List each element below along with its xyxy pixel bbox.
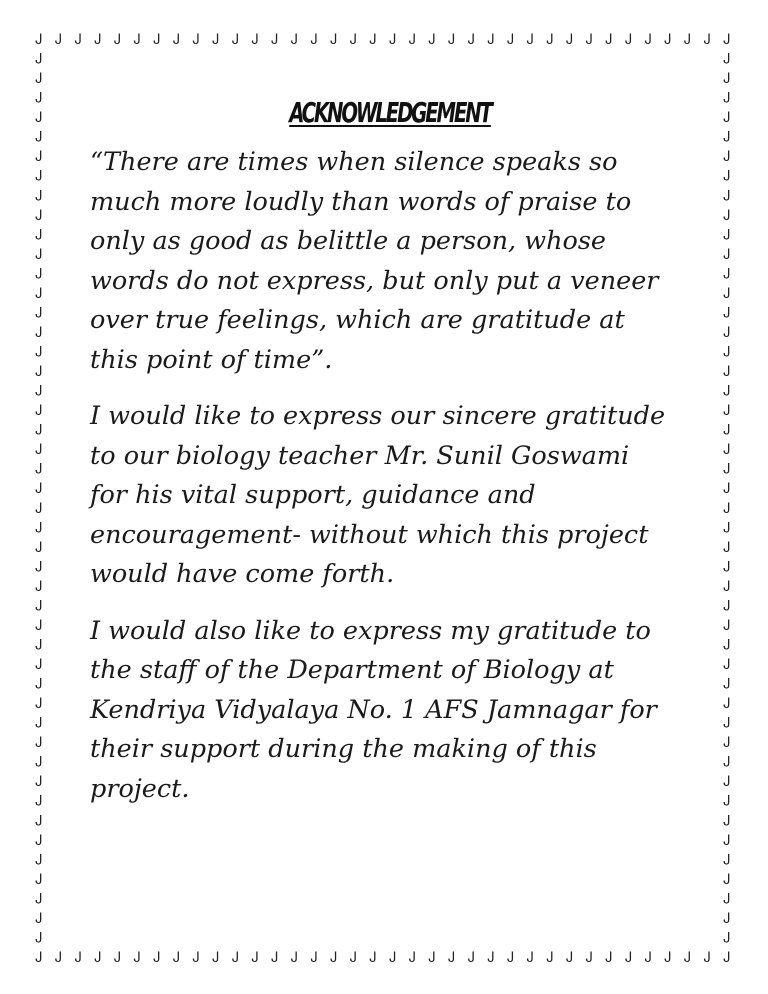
- ornament-figure-icon: Ꭻ: [271, 32, 279, 48]
- ornament-figure-icon: Ꭻ: [723, 774, 731, 791]
- ornament-figure-icon: Ꭻ: [35, 110, 43, 127]
- ornament-figure-icon: Ꭻ: [684, 32, 691, 48]
- ornament-figure-icon: Ꭻ: [330, 32, 337, 48]
- paragraph-line: over true feelings, which are gratitude at: [90, 305, 625, 335]
- ornament-figure-icon: Ꭻ: [35, 266, 43, 283]
- ornament-figure-icon: Ꭻ: [723, 305, 731, 322]
- ornament-figure-icon: Ꭻ: [723, 539, 731, 556]
- ornament-figure-icon: Ꭻ: [723, 871, 731, 888]
- ornament-figure-icon: Ꭻ: [35, 559, 43, 576]
- ornament-figure-icon: Ꭻ: [664, 32, 672, 48]
- ornament-figure-icon: Ꭻ: [193, 32, 200, 48]
- ornament-figure-icon: Ꭻ: [35, 813, 43, 830]
- ornament-figure-icon: Ꭻ: [271, 950, 279, 966]
- ornament-figure-icon: Ꭻ: [134, 950, 141, 966]
- ornament-figure-icon: Ꭻ: [723, 950, 731, 966]
- ornament-figure-icon: Ꭻ: [684, 950, 691, 966]
- ornament-figure-icon: Ꭻ: [625, 32, 632, 48]
- ornament-figure-icon: Ꭻ: [75, 32, 82, 48]
- ornament-figure-icon: Ꭻ: [173, 32, 180, 48]
- ornament-figure-icon: Ꭻ: [35, 754, 43, 771]
- ornament-figure-icon: Ꭻ: [35, 51, 43, 68]
- ornament-figure-icon: Ꭻ: [370, 32, 377, 48]
- ornament-figure-icon: Ꭻ: [723, 149, 731, 166]
- ornament-figure-icon: Ꭻ: [723, 285, 731, 302]
- ornament-figure-icon: Ꭻ: [94, 32, 102, 48]
- ornament-figure-icon: Ꭻ: [35, 364, 43, 381]
- ornament-figure-icon: Ꭻ: [605, 32, 613, 48]
- ornament-figure-icon: Ꭻ: [409, 32, 416, 48]
- ornament-figure-icon: Ꭻ: [723, 188, 731, 205]
- ornament-figure-icon: Ꭻ: [35, 344, 43, 361]
- ornament-figure-icon: Ꭻ: [114, 950, 121, 966]
- ornament-figure-icon: Ꭻ: [311, 32, 318, 48]
- ornament-figure-icon: Ꭻ: [35, 774, 43, 791]
- ornament-figure-icon: Ꭻ: [723, 207, 731, 224]
- ornament-figure-icon: Ꭻ: [723, 71, 731, 88]
- ornament-figure-icon: Ꭻ: [723, 442, 731, 459]
- ornament-figure-icon: Ꭻ: [252, 950, 259, 966]
- ornament-figure-icon: Ꭻ: [389, 32, 396, 48]
- ornament-figure-icon: Ꭻ: [546, 950, 554, 966]
- ornament-figure-icon: Ꭻ: [723, 364, 731, 381]
- paragraph-line: project.: [90, 773, 190, 804]
- paragraph-line: words do not express, but only put a veneer: [90, 265, 659, 296]
- ornament-figure-icon: Ꭻ: [173, 950, 180, 966]
- ornament-figure-icon: Ꭻ: [35, 305, 43, 322]
- ornament-figure-icon: Ꭻ: [330, 950, 337, 966]
- ornament-figure-icon: Ꭻ: [605, 950, 613, 966]
- ornament-figure-icon: Ꭻ: [723, 637, 731, 654]
- ornament-figure-icon: Ꭻ: [468, 32, 475, 48]
- ornament-figure-icon: Ꭻ: [723, 559, 731, 576]
- ornament-figure-icon: Ꭻ: [350, 950, 357, 966]
- ornament-figure-icon: Ꭻ: [723, 422, 731, 439]
- ornament-figure-icon: Ꭻ: [527, 32, 534, 48]
- ornament-figure-icon: Ꭻ: [35, 246, 43, 263]
- ornament-figure-icon: Ꭻ: [723, 129, 731, 146]
- ornament-figure-icon: Ꭻ: [35, 852, 43, 869]
- ornament-figure-icon: Ꭻ: [35, 617, 43, 634]
- ornament-figure-icon: Ꭻ: [566, 950, 573, 966]
- ornament-figure-icon: Ꭻ: [35, 422, 43, 439]
- ornament-figure-icon: Ꭻ: [35, 90, 43, 107]
- ornament-figure-icon: Ꭻ: [723, 481, 731, 498]
- ornament-figure-icon: Ꭻ: [35, 578, 43, 595]
- ornament-figure-icon: Ꭻ: [232, 32, 239, 48]
- ornament-figure-icon: Ꭻ: [723, 266, 731, 283]
- ornament-figure-icon: Ꭻ: [35, 227, 43, 244]
- ornament-figure-icon: Ꭻ: [35, 891, 43, 908]
- ornament-figure-icon: Ꭻ: [114, 32, 121, 48]
- ornament-figure-icon: Ꭻ: [723, 227, 731, 244]
- paragraph-line: for his vital support, guidance and: [90, 480, 536, 510]
- page-title: ACKNOWLEDGEMENT: [289, 96, 491, 129]
- ornament-figure-icon: Ꭻ: [704, 32, 711, 48]
- ornament-figure-icon: Ꭻ: [723, 852, 731, 869]
- ornament-figure-icon: Ꭻ: [35, 71, 43, 88]
- ornament-figure-icon: Ꭻ: [487, 32, 495, 48]
- ornament-figure-icon: Ꭻ: [723, 696, 731, 713]
- ornament-figure-icon: Ꭻ: [468, 950, 475, 966]
- ornament-figure-icon: Ꭻ: [507, 32, 514, 48]
- ornament-figure-icon: Ꭻ: [35, 481, 43, 498]
- ornament-figure-icon: Ꭻ: [429, 32, 436, 48]
- ornament-figure-icon: Ꭻ: [35, 403, 43, 420]
- ornament-figure-icon: Ꭻ: [35, 598, 43, 615]
- ornament-figure-icon: Ꭻ: [153, 950, 161, 966]
- ornament-figure-icon: Ꭻ: [645, 950, 652, 966]
- ornament-figure-icon: Ꭻ: [723, 246, 731, 263]
- document-body: [90, 92, 690, 826]
- ornament-figure-icon: Ꭻ: [153, 32, 161, 48]
- ornament-figure-icon: Ꭻ: [448, 950, 455, 966]
- ornament-figure-icon: Ꭻ: [35, 188, 43, 205]
- ornament-figure-icon: Ꭻ: [94, 950, 102, 966]
- ornament-figure-icon: Ꭻ: [723, 617, 731, 634]
- ornament-figure-icon: Ꭻ: [723, 51, 731, 68]
- ornament-figure-icon: Ꭻ: [723, 813, 731, 830]
- ornament-figure-icon: Ꭻ: [35, 793, 43, 810]
- ornament-figure-icon: Ꭻ: [134, 32, 141, 48]
- paragraph-line: to our biology teacher Mr. Sunil Goswami: [90, 440, 630, 471]
- ornament-figure-icon: Ꭻ: [527, 950, 534, 966]
- ornament-figure-icon: Ꭻ: [212, 950, 220, 966]
- ornament-figure-icon: Ꭻ: [35, 285, 43, 302]
- ornament-figure-icon: Ꭻ: [55, 950, 62, 966]
- ornament-figure-icon: Ꭻ: [35, 149, 43, 166]
- ornament-figure-icon: Ꭻ: [723, 168, 731, 185]
- ornament-figure-icon: Ꭻ: [723, 793, 731, 810]
- ornament-figure-icon: Ꭻ: [35, 696, 43, 713]
- ornament-figure-icon: Ꭻ: [704, 950, 711, 966]
- ornament-figure-icon: Ꭻ: [723, 930, 731, 947]
- ornament-figure-icon: Ꭻ: [723, 676, 731, 693]
- ornament-figure-icon: Ꭻ: [35, 461, 43, 478]
- ornament-figure-icon: Ꭻ: [723, 578, 731, 595]
- ornament-figure-icon: Ꭻ: [723, 520, 731, 537]
- ornament-figure-icon: Ꭻ: [291, 32, 298, 48]
- ornament-figure-icon: Ꭻ: [723, 500, 731, 517]
- ornament-figure-icon: Ꭻ: [389, 950, 396, 966]
- ornament-figure-icon: Ꭻ: [35, 832, 43, 849]
- ornament-figure-icon: Ꭻ: [370, 950, 377, 966]
- ornament-figure-icon: Ꭻ: [35, 676, 43, 693]
- ornament-figure-icon: Ꭻ: [212, 32, 220, 48]
- paragraph-line: this point of time”.: [90, 344, 333, 375]
- ornament-figure-icon: Ꭻ: [35, 500, 43, 517]
- ornament-figure-icon: Ꭻ: [291, 950, 298, 966]
- ornament-figure-icon: Ꭻ: [723, 110, 731, 127]
- ornament-figure-icon: Ꭻ: [664, 950, 672, 966]
- ornament-figure-icon: Ꭻ: [35, 520, 43, 537]
- ornament-figure-icon: Ꭻ: [429, 950, 436, 966]
- ornament-figure-icon: Ꭻ: [35, 950, 43, 966]
- ornament-figure-icon: Ꭻ: [35, 442, 43, 459]
- ornament-figure-icon: Ꭻ: [35, 539, 43, 556]
- ornament-figure-icon: Ꭻ: [723, 754, 731, 771]
- paragraph-line: much more loudly than words of praise to: [90, 186, 632, 217]
- ornament-figure-icon: Ꭻ: [35, 715, 43, 732]
- ornament-figure-icon: Ꭻ: [350, 32, 357, 48]
- ornament-figure-icon: Ꭻ: [723, 344, 731, 361]
- ornament-figure-icon: Ꭻ: [193, 950, 200, 966]
- staff-thanks-paragraph: [90, 612, 690, 810]
- ornament-figure-icon: Ꭻ: [723, 403, 731, 420]
- paragraph-line: Kendriya Vidyalaya No. 1 AFS Jamnagar for: [90, 694, 657, 725]
- ornament-figure-icon: Ꭻ: [409, 950, 416, 966]
- ornament-figure-icon: Ꭻ: [35, 129, 43, 146]
- teacher-thanks-paragraph: [90, 397, 690, 595]
- ornament-figure-icon: Ꭻ: [723, 90, 731, 107]
- ornament-figure-icon: Ꭻ: [35, 657, 43, 674]
- paragraph-line: only as good as belittle a person, whose: [90, 226, 607, 256]
- ornament-figure-icon: Ꭻ: [232, 950, 239, 966]
- paragraph-line: their support during the making of this: [90, 734, 597, 764]
- ornament-figure-icon: Ꭻ: [723, 461, 731, 478]
- ornament-figure-icon: Ꭻ: [723, 324, 731, 341]
- paragraph-line: “There are times when silence speaks so: [90, 147, 618, 177]
- ornament-figure-icon: Ꭻ: [487, 950, 495, 966]
- ornament-figure-icon: Ꭻ: [311, 950, 318, 966]
- ornament-figure-icon: Ꭻ: [35, 930, 43, 947]
- ornament-figure-icon: Ꭻ: [35, 871, 43, 888]
- ornament-figure-icon: Ꭻ: [723, 910, 731, 927]
- ornament-figure-icon: Ꭻ: [723, 657, 731, 674]
- paragraph-line: I would also like to express my gratitude to: [90, 615, 651, 646]
- ornament-figure-icon: Ꭻ: [35, 324, 43, 341]
- ornament-figure-icon: Ꭻ: [546, 32, 554, 48]
- ornament-figure-icon: Ꭻ: [723, 832, 731, 849]
- ornament-figure-icon: Ꭻ: [35, 168, 43, 185]
- ornament-figure-icon: Ꭻ: [75, 950, 82, 966]
- ornament-figure-icon: Ꭻ: [723, 715, 731, 732]
- ornament-figure-icon: Ꭻ: [645, 32, 652, 48]
- ornament-figure-icon: Ꭻ: [723, 598, 731, 615]
- ornament-figure-icon: Ꭻ: [448, 32, 455, 48]
- ornament-figure-icon: Ꭻ: [35, 910, 43, 927]
- ornament-figure-icon: Ꭻ: [35, 32, 43, 48]
- ornament-figure-icon: Ꭻ: [35, 383, 43, 400]
- ornament-figure-icon: Ꭻ: [35, 637, 43, 654]
- ornament-figure-icon: Ꭻ: [35, 735, 43, 752]
- ornament-figure-icon: Ꭻ: [625, 950, 632, 966]
- ornament-figure-icon: Ꭻ: [566, 32, 573, 48]
- ornament-figure-icon: Ꭻ: [723, 32, 731, 48]
- ornament-figure-icon: Ꭻ: [586, 950, 593, 966]
- ornament-figure-icon: Ꭻ: [35, 207, 43, 224]
- ornament-figure-icon: Ꭻ: [723, 383, 731, 400]
- paragraph-line: the staff of the Department of Biology at: [90, 655, 614, 685]
- paragraph-line: I would like to express our sincere gratitude: [90, 401, 666, 431]
- ornament-figure-icon: Ꭻ: [723, 891, 731, 908]
- ornament-figure-icon: Ꭻ: [723, 735, 731, 752]
- ornament-figure-icon: Ꭻ: [507, 950, 514, 966]
- quote-paragraph: [90, 143, 690, 380]
- paragraph-line: would have come forth.: [90, 559, 395, 589]
- paragraph-line: encouragement- without which this project: [90, 519, 649, 550]
- ornament-figure-icon: Ꭻ: [252, 32, 259, 48]
- ornament-figure-icon: Ꭻ: [55, 32, 62, 48]
- ornament-figure-icon: Ꭻ: [586, 32, 593, 48]
